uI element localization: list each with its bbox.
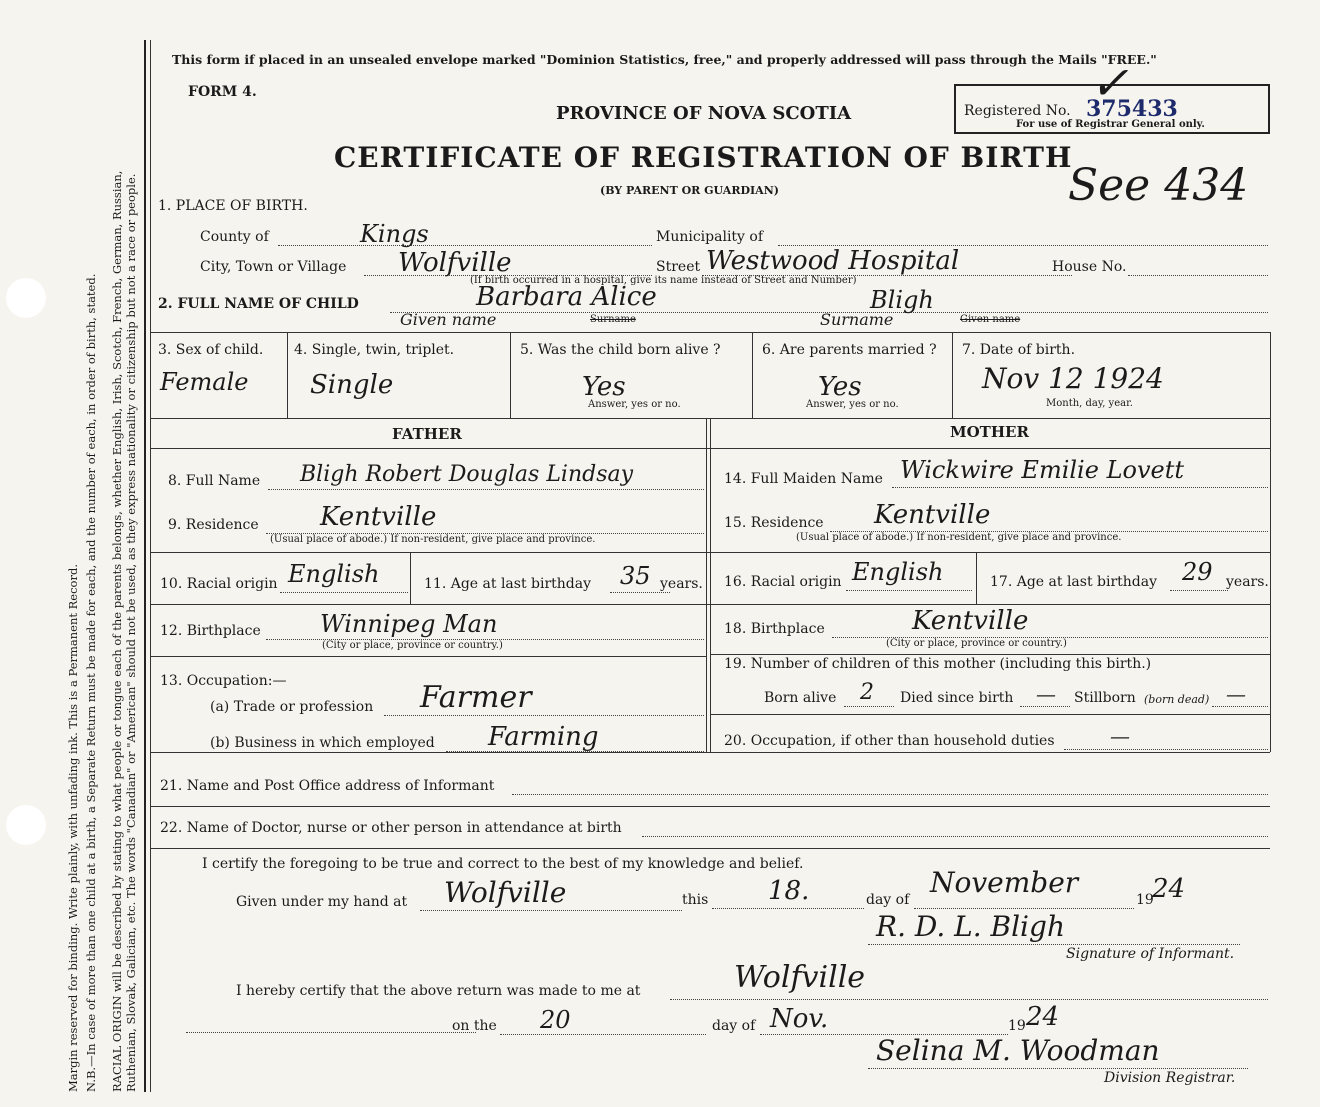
father-birthplace-label: 12. Birthplace <box>160 623 261 639</box>
sex-label: 3. Sex of child. <box>158 342 264 358</box>
margin-note-3: RACIAL ORIGIN will be described by stating to what people or tongue each of the parents belongs, whether English, Irish, Scotch, French, German, Russian, <box>110 170 124 1092</box>
registrar-year-value: 24 <box>1026 1002 1060 1032</box>
margin-note-2: N.B.—In case of more than one child at a birth, a Separate Return must be made for each, and the number of each, in order of birth, stated. <box>84 273 98 1092</box>
registrar-note: For use of Registrar General only. <box>1016 119 1205 130</box>
mother-birthplace-note: (City or place, province or country.) <box>886 638 1067 649</box>
margin-note-1: Margin reserved for binding. Write plainly, with unfading ink. This is a Permanent Record. <box>66 564 80 1092</box>
father-heading: FATHER <box>392 425 462 443</box>
father-trade-value: Farmer <box>420 680 532 715</box>
mother-occupation-label: 20. Occupation, if other than household duties <box>724 733 1055 749</box>
hospital-note: (If birth occurred in a hospital, give its name instead of Street and Number) <box>470 275 857 286</box>
child-crossed-given-note: Given name <box>960 314 1021 325</box>
mother-children-label: 19. Number of children of this mother (including this birth.) <box>724 656 1152 672</box>
form-left-border-inner <box>150 40 151 1092</box>
street-value: Westwood Hospital <box>706 246 960 276</box>
mother-residence-value: Kentville <box>874 500 991 530</box>
mother-heading: MOTHER <box>950 423 1029 441</box>
see-note: See 434 <box>1068 160 1249 211</box>
child-crossed-surname-note: Surname <box>590 314 636 325</box>
year-value: 24 <box>1152 874 1186 904</box>
child-given-name-note: Given name <box>400 310 497 329</box>
child-surname: Bligh <box>870 286 934 314</box>
born-alive-note: Answer, yes or no. <box>588 399 681 410</box>
mother-race-value: English <box>852 558 944 586</box>
father-residence-label: 9. Residence <box>168 517 259 533</box>
day-value: 18. <box>768 876 810 906</box>
mail-note: This form if placed in an unsealed envelope marked "Dominion Statistics, free," and properly addressed will pass through the Mails "FREE." <box>172 52 1157 67</box>
city-label: City, Town or Village <box>200 259 347 275</box>
county-label: County of <box>200 229 269 245</box>
mother-age-unit: years. <box>1226 574 1269 590</box>
registrar-day-of-label: day of <box>712 1018 756 1034</box>
father-race-value: English <box>288 560 380 588</box>
street-label: Street <box>656 259 701 275</box>
father-name-label: 8. Full Name <box>168 473 261 489</box>
stillborn-label: Stillborn <box>1074 690 1136 706</box>
house-no-label: House No. <box>1052 259 1127 275</box>
registrar-signature: Selina M. Woodman <box>876 1034 1160 1067</box>
registrar-day-value: 20 <box>540 1006 571 1034</box>
stillborn-note: (born dead) <box>1144 693 1210 706</box>
registrar-year-prefix: 19 <box>1008 1018 1026 1034</box>
child-name-label: 2. FULL NAME OF CHILD <box>158 296 359 312</box>
father-age-label: 11. Age at last birthday <box>424 576 592 592</box>
born-alive-count-label: Born alive <box>764 690 837 706</box>
registrar-place-value: Wolfville <box>734 960 866 995</box>
given-under-hand-label: Given under my hand at <box>236 894 408 910</box>
child-surname-note: Surname <box>820 310 894 329</box>
mother-birthplace-value: Kentville <box>912 606 1029 636</box>
form-left-border <box>144 40 146 1092</box>
mother-occupation-value: — <box>1110 724 1130 748</box>
registrar-statement: I hereby certify that the above return was made to me at <box>236 983 641 999</box>
margin-note-4: Ruthenian, Slovak, Galician, etc. The words "Canadian" or "American" should not be used, as they express nationality or citizenship but not a race or people. <box>124 173 138 1092</box>
father-trade-label: (a) Trade or profession <box>210 699 374 715</box>
mother-name-value: Wickwire Emilie Lovett <box>900 456 1185 484</box>
registered-label: Registered No. <box>964 103 1071 119</box>
born-alive-label: 5. Was the child born alive ? <box>520 342 721 358</box>
on-the-label: on the <box>452 1018 497 1034</box>
date-of-birth-label: 7. Date of birth. <box>962 342 1076 358</box>
mother-age-value: 29 <box>1182 558 1213 586</box>
date-of-birth-note: Month, day, year. <box>1046 398 1133 409</box>
binding-hole-bottom <box>6 805 46 845</box>
father-birthplace-value: Winnipeg Man <box>320 610 498 638</box>
parents-married-value: Yes <box>818 372 862 402</box>
born-alive-count-value: 2 <box>860 680 874 705</box>
mother-age-label: 17. Age at last birthday <box>990 574 1158 590</box>
binding-hole-top <box>6 278 46 318</box>
father-business-label: (b) Business in which employed <box>210 735 435 751</box>
municipality-label: Municipality of <box>656 229 764 245</box>
given-place-value: Wolfville <box>444 876 567 909</box>
father-age-value: 35 <box>620 562 651 590</box>
city-value: Wolfville <box>398 248 512 278</box>
father-residence-value: Kentville <box>320 502 437 532</box>
died-since-birth-value: — <box>1036 682 1056 706</box>
died-since-birth-label: Died since birth <box>900 690 1014 706</box>
certification-statement: I certify the foregoing to be true and correct to the best of my knowledge and belief. <box>202 856 804 872</box>
father-age-unit: years. <box>660 576 703 592</box>
father-birthplace-note: (City or place, province or country.) <box>322 640 503 651</box>
day-of-label: day of <box>866 892 910 908</box>
informant-label: 21. Name and Post Office address of Informant <box>160 778 495 794</box>
child-given-name: Barbara Alice <box>476 282 657 312</box>
father-business-value: Farming <box>488 722 599 752</box>
informant-signature: R. D. L. Bligh <box>876 910 1065 943</box>
year-prefix: 19 <box>1136 892 1154 908</box>
mother-residence-note: (Usual place of abode.) If non-resident, give place and province. <box>796 532 1122 543</box>
province-heading: PROVINCE OF NOVA SCOTIA <box>556 103 852 124</box>
father-residence-note: (Usual place of abode.) If non-resident, give place and province. <box>270 534 596 545</box>
father-race-label: 10. Racial origin <box>160 576 278 592</box>
mother-residence-label: 15. Residence <box>724 515 824 531</box>
form-number: FORM 4. <box>188 84 257 100</box>
certificate-subtitle: (BY PARENT OR GUARDIAN) <box>600 184 779 197</box>
doctor-label: 22. Name of Doctor, nurse or other person in attendance at birth <box>160 820 622 836</box>
born-alive-value: Yes <box>582 372 626 402</box>
date-of-birth-value: Nov 12 1924 <box>982 362 1164 395</box>
this-label: this <box>682 892 709 908</box>
month-value: November <box>930 866 1079 899</box>
parents-married-note: Answer, yes or no. <box>806 399 899 410</box>
mother-name-label: 14. Full Maiden Name <box>724 471 883 487</box>
sex-value: Female <box>160 368 249 396</box>
registrar-signature-label: Division Registrar. <box>1104 1070 1236 1086</box>
county-value: Kings <box>360 220 429 248</box>
parents-married-label: 6. Are parents married ? <box>762 342 937 358</box>
informant-signature-label: Signature of Informant. <box>1066 946 1235 962</box>
plurality-value: Single <box>310 370 394 400</box>
father-name-value: Bligh Robert Douglas Lindsay <box>300 462 634 487</box>
certificate-title: CERTIFICATE OF REGISTRATION OF BIRTH <box>334 141 1073 174</box>
stillborn-value: — <box>1226 682 1246 706</box>
plurality-label: 4. Single, twin, triplet. <box>294 342 455 358</box>
check-mark: ✓ <box>1090 56 1129 110</box>
father-occupation-label: 13. Occupation:— <box>160 673 287 689</box>
mother-birthplace-label: 18. Birthplace <box>724 621 825 637</box>
place-of-birth-label: 1. PLACE OF BIRTH. <box>158 198 308 214</box>
mother-race-label: 16. Racial origin <box>724 574 842 590</box>
registrar-month-value: Nov. <box>770 1004 829 1034</box>
registered-number: 375433 <box>1086 96 1178 122</box>
